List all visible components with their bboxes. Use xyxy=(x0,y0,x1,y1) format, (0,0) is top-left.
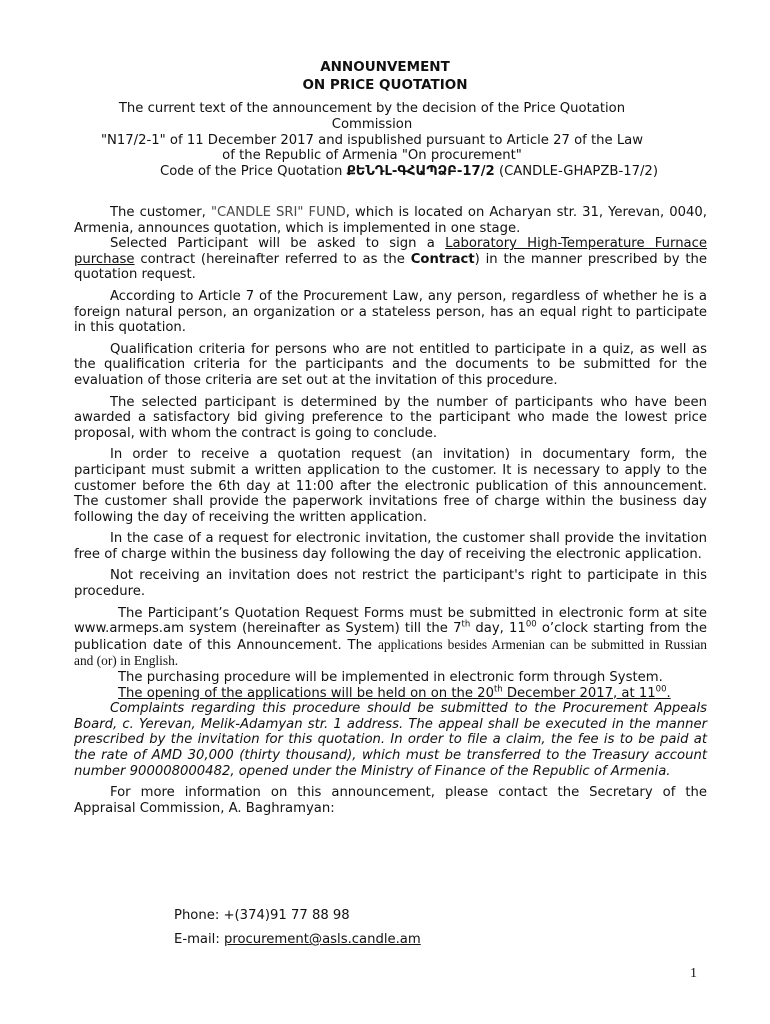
language-note: applications besides Armenian can be submitted in Russian and (or) in English. xyxy=(74,636,707,669)
email-label: E-mail: xyxy=(174,932,224,947)
code-latin: (CANDLE-GHAPZB-17/2) xyxy=(498,164,658,179)
paragraph-invitation-rights: Not receiving an invitation does not restrict the participant's right to participate in this procedure. xyxy=(74,568,707,600)
paragraph-complaints: Complaints regarding this procedure should be submitted to the Procurement Appeals Board, c. Yerevan, Melik-Adamyan str. 1 address. The appeal shall be executed in the manner prescribed by the invitation for this quotation. In order to file a claim, the fee is to be paid at the rate of AMD 30,000 (thirty thousand), which must be transferred to the Treasury account number 900008000482, opened under the Ministry of Finance of the Republic of Armenia. xyxy=(74,701,707,779)
intro-line: The current text of the announcement by the decision of the Price Quotation xyxy=(118,101,626,116)
text: ) in the manner prescribed by the quotation request. xyxy=(74,251,707,283)
text: Selected Participant will be asked to sign a xyxy=(110,236,446,252)
document-subtitle: ON PRICE QUOTATION xyxy=(302,77,468,93)
contact-phone: Phone: +(374)91 77 88 98 xyxy=(174,908,350,923)
contact-email xyxy=(174,932,421,948)
paragraph-opening-date xyxy=(74,686,707,702)
paragraph-contract xyxy=(74,236,707,283)
text: The customer, xyxy=(110,205,211,220)
superscript: 00 xyxy=(655,684,667,695)
superscript: th xyxy=(493,684,503,695)
superscript: 00 xyxy=(525,619,537,630)
paragraph-procedure-form: The purchasing procedure will be implemented in electronic form through System. xyxy=(118,670,663,686)
text: day, 11 xyxy=(470,621,526,637)
announcement-body xyxy=(74,205,707,816)
text: o’clock starting from the publication date of this Announcement. The xyxy=(74,621,707,653)
contract-term: Contract xyxy=(410,251,475,267)
text: contract (hereinafter referred to as the xyxy=(134,251,411,267)
intro-line: Commission xyxy=(331,117,413,132)
contract-subject: Laboratory High-Temperature Furnace purchase xyxy=(74,236,708,267)
paragraph-eligibility: According to Article 7 of the Procurement Law, any person, regardless of whether he is a foreign natural person, an organization or a stateless person, has an equal right to participate in this quotation. xyxy=(74,288,707,336)
paragraph-selection: The selected participant is determined by the number of participants who have been awarded a satisfactory bid giving preference to the participant who made the lowest price proposal, with whom the contract is going to conclude. xyxy=(74,394,707,441)
page-number: 1 xyxy=(690,966,697,981)
paragraph-contact-info: For more information on this announcement, please contact the Secretary of the Appraisal Commission, A. Baghramyan: xyxy=(74,785,707,816)
paragraph-customer xyxy=(74,205,707,236)
document-title: ANNOUNVEMENT xyxy=(320,59,450,75)
superscript: th xyxy=(461,619,471,630)
paragraph-submission xyxy=(74,606,707,670)
paragraph-documentary-request: In order to receive a quotation request (an invitation) in documentary form, the participant must submit a written application to the customer. It is necessary to apply to the customer before the 6th day at 11:00 after the electronic publication of this announcement. The customer shall provide the paperwork invitations free of charge within the business day following the day of receiving the written application. xyxy=(74,447,707,525)
intro-line: of the Republic of Armenia "On procurement" xyxy=(222,148,522,163)
text: The opening of the applications will be held on on the 20 xyxy=(118,685,494,701)
quotation-code xyxy=(74,164,744,180)
email-link[interactable]: procurement@asls.candle.am xyxy=(223,932,421,947)
customer-name: "CANDLE SRI" FUND xyxy=(210,205,346,220)
paragraph-electronic-request: In the case of a request for electronic invitation, the customer shall provide the invitation free of charge within the business day following the day of receiving the electronic application. xyxy=(74,531,707,562)
intro-line: "N17/2-1" of 11 December 2017 and ispublished pursuant to Article 27 of the Law xyxy=(100,133,644,148)
text: December 2017, at 11 xyxy=(502,685,656,701)
text: The Participant’s Quotation Request Forms must be submitted in electronic form at site www.armeps.am system (hereinafter as System) till the 7 xyxy=(74,605,707,637)
text: , which is located on Acharyan str. 31, Yerevan, 0040, Armenia, announces quotation, which is implemented in one stage. xyxy=(74,205,708,236)
code-armenian: ՔԵՆԴԼ-ԳՀԱՊՁԲ-17/2 xyxy=(346,164,495,179)
paragraph-qualification: Qualification criteria for persons who are not entitled to participate in a quiz, as well as the qualification criteria for the participants and the documents to be submitted for the evaluation of those criteria are set out at the invitation of this procedure. xyxy=(74,341,707,388)
text: . xyxy=(666,685,671,701)
code-label: Code of the Price Quotation xyxy=(160,164,343,179)
